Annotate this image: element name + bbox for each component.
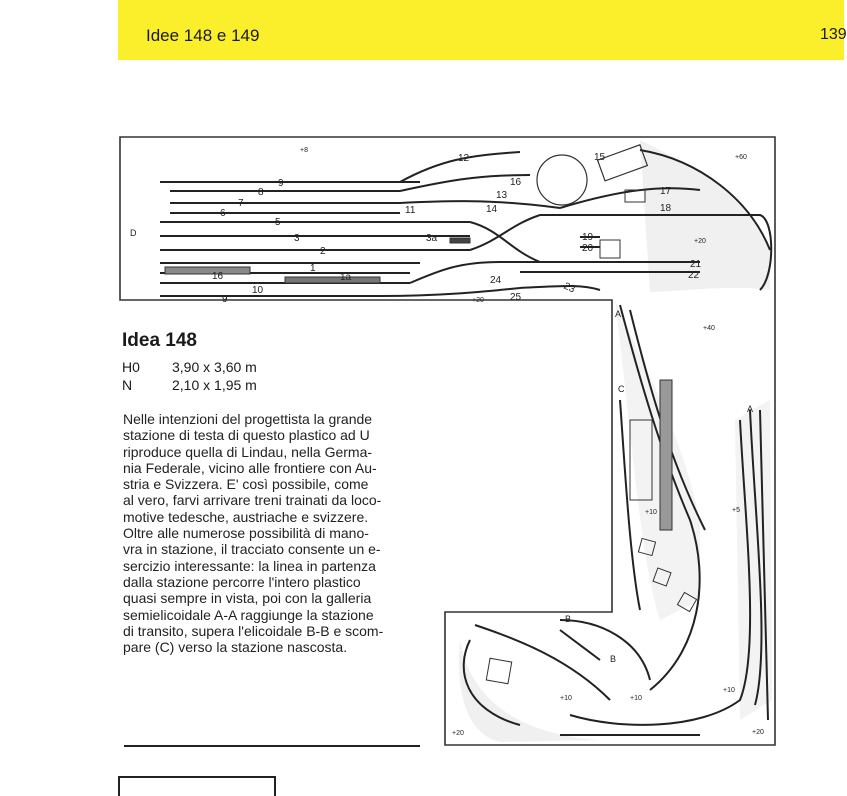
body-line: motive tedesche, austriache e svizzere. (123, 508, 369, 525)
point-label-d: D (130, 228, 137, 238)
terrain-hatching (459, 140, 772, 742)
body-line: Oltre alle numerose possibilità di mano- (123, 525, 369, 542)
spec-scale: N (122, 377, 133, 393)
track-label-13: 13 (496, 190, 508, 201)
track-label-15: 15 (594, 152, 606, 163)
track-label-18: 18 (660, 203, 672, 214)
section-divider (124, 745, 420, 747)
track-label-14: 14 (486, 204, 498, 215)
track-label-17: 17 (660, 186, 672, 197)
body-line: semielicoidale A-A raggiunge la stazione (123, 606, 374, 623)
page-number: 139 (820, 26, 847, 43)
track-label-1: 1 (310, 263, 316, 274)
spec-row-h0 (122, 358, 257, 376)
spec-row-n (122, 376, 257, 394)
body-line: stria e Svizzera. E' così possibile, come (123, 476, 369, 493)
elevation-label: +10 (560, 695, 572, 702)
elevation-label: +10 (645, 509, 657, 516)
track-label-19: 19 (582, 232, 594, 243)
track-label-24: 24 (490, 275, 502, 286)
elevation-label: +20 (472, 297, 484, 304)
elevation-label: +20 (694, 238, 706, 245)
point-label-b1: B (565, 614, 572, 624)
next-plan-thumbnail (118, 776, 276, 796)
point-label-a1: A (747, 404, 754, 414)
track-label-3: 3 (294, 233, 300, 244)
body-line: Nelle intenzioni del progettista la grande (123, 411, 373, 427)
body-line: riproduce quella di Lindau, nella Germa- (123, 443, 373, 460)
elevation-label: +40 (703, 325, 715, 332)
article-body (123, 411, 420, 655)
elevation-label: +60 (735, 154, 747, 161)
track-label-16: 16 (510, 177, 522, 188)
elevation-label: +10 (723, 687, 735, 694)
spec-size: 2,10 x 1,95 m (172, 377, 257, 393)
body-line: al vero, farvi arrivare treni trainati da loco- (123, 492, 382, 509)
track-label-10: 10 (252, 285, 264, 296)
body-line: stazione di testa di questo plastico ad U (123, 427, 370, 444)
point-label-b2: B (610, 654, 617, 664)
track-label-2: 2 (320, 246, 326, 257)
header-title: Idee 148 e 149 (146, 26, 260, 45)
point-label-a2: A (615, 309, 622, 319)
track-label-8: 9 (278, 178, 284, 189)
track-label-22: 22 (688, 270, 700, 281)
body-line: vra in stazione, il tracciato consente un e- (123, 541, 381, 558)
track-label-6: 7 (238, 198, 244, 209)
elevation-label: +20 (752, 729, 764, 736)
track-label-1a: 1a (340, 272, 352, 283)
body-line: dalla stazione percorre l'intero plastico (123, 573, 361, 590)
track-label-9: 9 (222, 294, 228, 305)
track-label-3a: 3a (426, 233, 438, 244)
elevation-label: +10 (630, 695, 642, 702)
arm-tracks (464, 305, 768, 735)
track-label-11: 11 (405, 205, 416, 216)
turntable (537, 155, 587, 205)
scale-specs (122, 358, 257, 394)
elevation-label: +8 (300, 147, 308, 154)
idea-heading: Idea 148 (122, 330, 197, 351)
body-line: pare (C) verso la stazione nascosta. (123, 639, 348, 656)
spec-size: 3,90 x 3,60 m (172, 359, 257, 375)
body-line: nia Federale, vicino alle frontiere con Au- (123, 459, 377, 476)
track-label-4: 5 (275, 217, 281, 228)
spec-scale: H0 (122, 359, 140, 375)
track-label-20: 20 (582, 243, 594, 254)
track-label-21: 21 (690, 259, 702, 270)
track-label-23: 23 (561, 280, 577, 296)
track-label-7: 8 (258, 187, 264, 198)
body-line: sercizio interessante: la linea in partenza (123, 557, 376, 574)
track-label-12: 12 (458, 153, 470, 164)
track-label-25: 25 (510, 292, 522, 303)
body-line: di transito, supera l'elicoidale B-B e scom- (123, 622, 384, 639)
body-line: quasi sempre in vista, poi con la galleria (123, 590, 372, 607)
track-label-5: 6 (220, 208, 226, 219)
elevation-label: +20 (452, 730, 464, 737)
elevation-label: +5 (732, 507, 740, 514)
point-label-c: C (618, 384, 625, 394)
track-label-16a: 16 (212, 271, 224, 282)
